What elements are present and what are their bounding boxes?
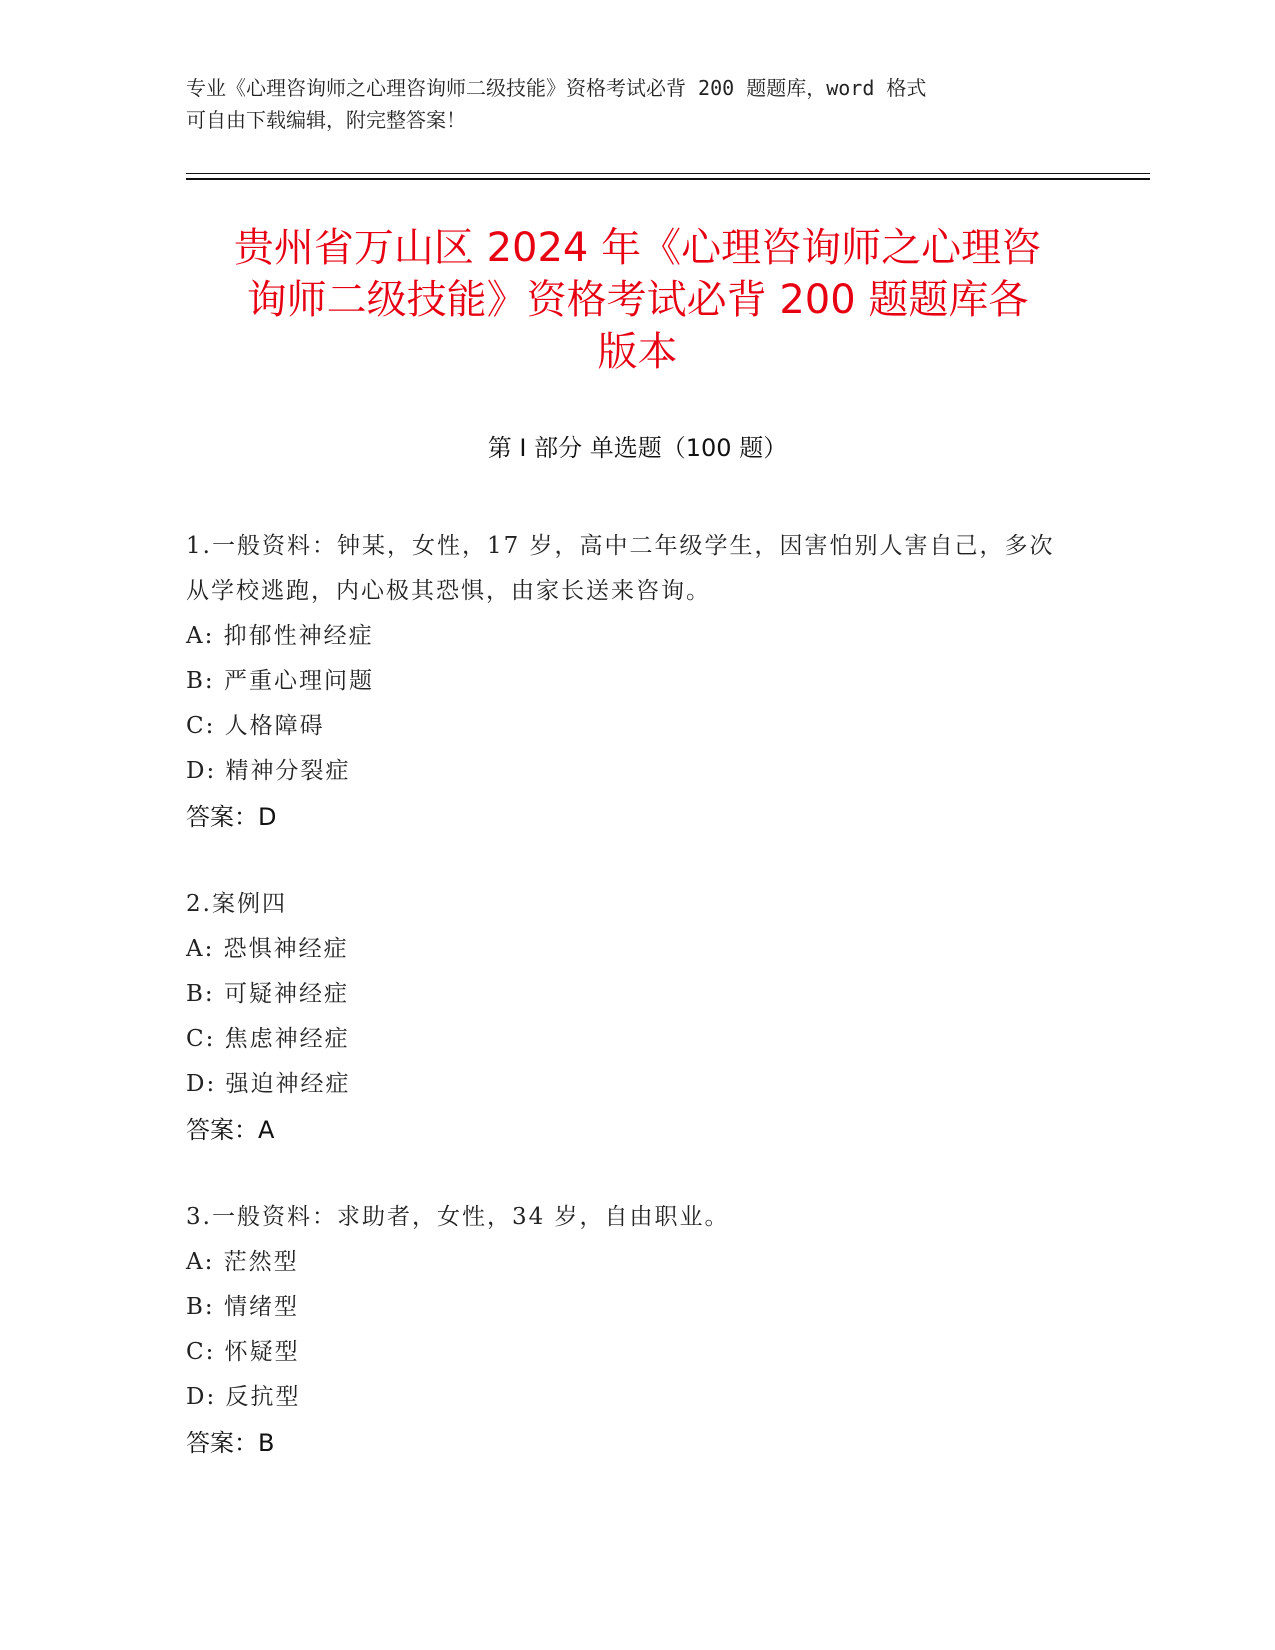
question-answer: 答案：A bbox=[186, 1116, 275, 1144]
question-option-b: B: 情绪型 bbox=[186, 1294, 299, 1320]
header-divider-thick bbox=[186, 178, 1150, 180]
question-option-c: C: 人格障碍 bbox=[186, 713, 325, 739]
question-stem: 3.一般资料：求助者，女性，34 岁，自由职业。 bbox=[186, 1204, 730, 1230]
question-stem: 1.一般资料：钟某，女性，17 岁，高中二年级学生，因害怕别人害自己，多次从学校逃跑，内心极其恐惧，由家长送来咨询。 bbox=[186, 533, 1055, 604]
question-option-d: D: 精神分裂症 bbox=[186, 758, 351, 784]
question-option-d: D: 强迫神经症 bbox=[186, 1071, 351, 1097]
question-list bbox=[186, 524, 1066, 1508]
header-divider-thin bbox=[186, 173, 1150, 174]
question-item bbox=[186, 524, 1066, 840]
question-option-b: B: 严重心理问题 bbox=[186, 668, 374, 694]
question-answer: 答案：B bbox=[186, 1429, 275, 1457]
header-note bbox=[186, 72, 1066, 136]
question-option-a: A: 抑郁性神经症 bbox=[186, 623, 374, 649]
question-stem: 2.案例四 bbox=[186, 891, 287, 917]
header-note-line-1: 专业《心理咨询师之心理咨询师二级技能》资格考试必背 200 题题库，word 格式 bbox=[186, 76, 927, 100]
question-option-c: C: 焦虑神经症 bbox=[186, 1026, 350, 1052]
question-option-a: A: 恐惧神经症 bbox=[186, 936, 349, 962]
question-item bbox=[186, 1195, 1066, 1466]
question-answer: 答案：D bbox=[186, 803, 277, 831]
question-option-c: C: 怀疑型 bbox=[186, 1339, 300, 1365]
document-title-line-2: 询师二级技能》资格考试必背 200 题题库各 bbox=[246, 277, 1029, 323]
question-option-d: D: 反抗型 bbox=[186, 1384, 301, 1410]
document-title-line-3: 版本 bbox=[597, 329, 678, 375]
document-title bbox=[150, 222, 1125, 378]
header-note-line-2: 可自由下载编辑，附完整答案！ bbox=[186, 108, 466, 132]
section-heading: 第 I 部分 单选题（100 题） bbox=[487, 434, 788, 462]
question-option-a: A: 茫然型 bbox=[186, 1249, 299, 1275]
question-option-b: B: 可疑神经症 bbox=[186, 981, 349, 1007]
question-item bbox=[186, 882, 1066, 1153]
document-title-line-1: 贵州省万山区 2024 年《心理咨询师之心理咨 bbox=[233, 225, 1042, 271]
